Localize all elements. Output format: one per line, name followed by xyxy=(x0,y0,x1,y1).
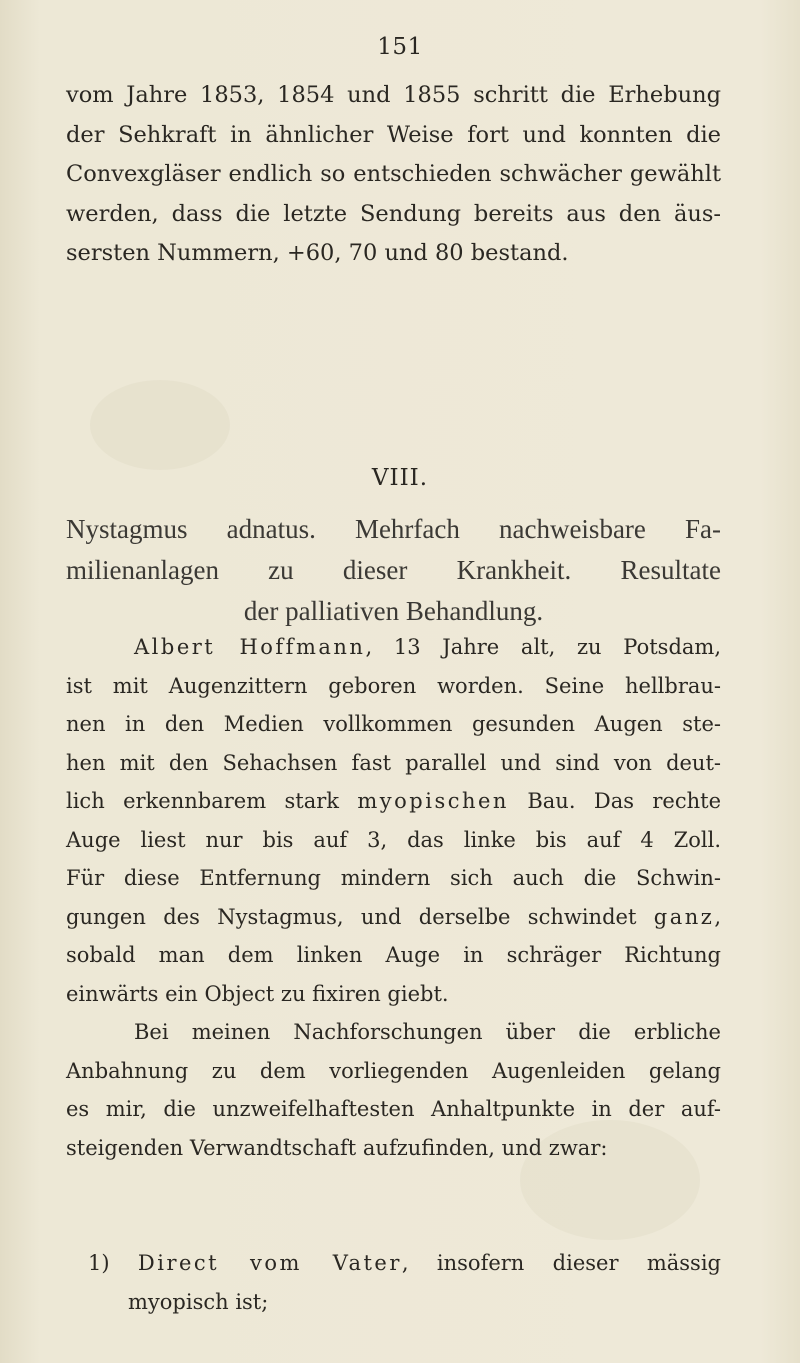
text-run: lich erkennbarem stark xyxy=(66,789,358,813)
section-number: VIII. xyxy=(371,465,429,491)
emphasis-text: myopischen xyxy=(357,789,509,813)
text-line: Auge liest nur bis auf 3, das linke bis auf 4 Zoll. xyxy=(66,827,721,852)
text-line: steigenden Verwandtschaft aufzufinden, und zwar: xyxy=(66,1135,608,1160)
text-run: Bau. Das rechte xyxy=(508,789,721,813)
heading-line: milienanlagen zu dieser Krankheit. Resultate xyxy=(66,555,721,585)
text-line xyxy=(66,628,721,667)
text-line: Für diese Entfernung mindern sich auch die Schwin- xyxy=(66,866,721,890)
text-line: einwärts ein Object zu fixiren giebt. xyxy=(66,981,449,1006)
text-line: werden, dass die letzte Sendung bereits aus den äus- xyxy=(66,200,721,227)
text-line: sersten Nummern, +60, 70 und 80 bestand. xyxy=(66,240,569,266)
text-line: nen in den Medien vollkommen gesunden Augen ste- xyxy=(66,712,721,736)
text-line: Convexgläser endlich so entschieden schwächer gewählt xyxy=(66,161,721,187)
text-line: hen mit den Sehachsen fast parallel und sind von deut- xyxy=(66,750,721,775)
emphasis-text: ganz xyxy=(653,904,715,929)
paper-stain xyxy=(90,380,230,470)
text-line: es mir, die unzweifelhaftesten Anhaltpunkte in der auf- xyxy=(66,1097,721,1121)
intro-paragraph xyxy=(66,76,721,274)
text-line: Anbahnung zu dem vorliegenden Augenleiden gelang xyxy=(66,1058,721,1083)
patient-name: Albert Hoffmann xyxy=(134,635,366,659)
text-run: , 13 Jahre alt, zu Potsdam, xyxy=(365,635,721,659)
text-line: Bei meinen Nachforschungen über die erbliche xyxy=(134,1020,721,1044)
text-line xyxy=(66,898,721,937)
list-paragraph xyxy=(66,1244,721,1321)
case-paragraph xyxy=(66,628,721,1167)
list-item-continuation: myopisch ist; xyxy=(128,1289,269,1314)
list-marker: 1) xyxy=(88,1251,110,1275)
text-run: , xyxy=(714,904,721,929)
text-line: der Sehkraft in ähnlicher Weise fort und konnten die xyxy=(66,121,721,148)
heading-line: Nystagmus adnatus. Mehrfach nachweisbare Fa- xyxy=(66,514,721,544)
page-number: 151 xyxy=(377,34,423,60)
emphasis-text: Direct vom Vater xyxy=(137,1251,402,1275)
text-line: ist mit Augenzittern geboren worden. Seine hellbrau- xyxy=(66,673,721,698)
list-item xyxy=(66,1244,721,1283)
text-line: sobald man dem linken Auge in schräger Richtung xyxy=(66,943,721,967)
text-line: vom Jahre 1853, 1854 und 1855 schritt die Erhebung xyxy=(66,82,721,108)
text-run: , insofern dieser mässig xyxy=(401,1251,721,1275)
section-heading xyxy=(66,509,721,632)
text-line xyxy=(66,782,721,821)
text-run: gungen des Nystagmus, und derselbe schwindet xyxy=(66,904,654,929)
heading-line: der palliativen Behandlung. xyxy=(243,596,544,626)
